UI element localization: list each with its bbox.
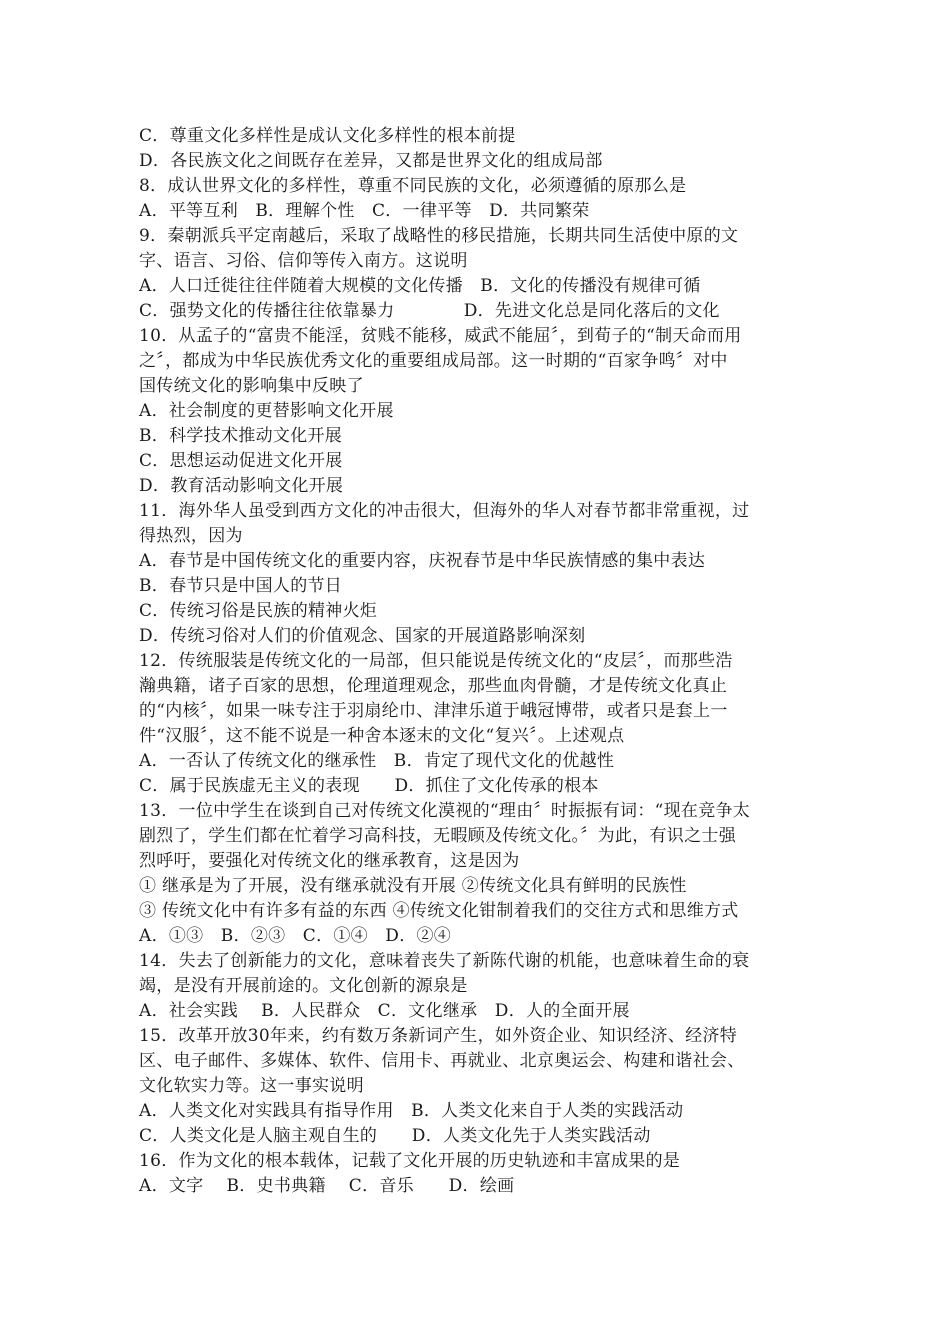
text-line: 之〞，都成为中华民族优秀文化的重要组成局部。这一时期的“百家争鸣〞对中	[139, 351, 728, 371]
text-line: A．平等互利 B．理解个性 C．一律平等 D．共同繁荣	[139, 201, 590, 221]
text-line: 件“汉服〞，这不能不说是一种舍本逐末的文化“复兴〞。上述观点	[139, 726, 625, 746]
document-body	[139, 124, 819, 1199]
text-line: 16．作为文化的根本载体，记载了文化开展的历史轨迹和丰富成果的是	[139, 1151, 681, 1171]
text-line: 瀚典籍，诸子百家的思想，伦理道理观念，那些血肉骨髓，才是传统文化真止	[139, 676, 728, 696]
text-line: 国传统文化的影响集中反映了	[139, 376, 364, 396]
text-line: 12．传统服装是传统文化的一局部，但只能说是传统文化的“皮层〞，而那些浩	[139, 651, 733, 671]
text-line: B．春节只是中国人的节日	[139, 576, 343, 596]
text-line: 竭，是没有开展前途的。文化创新的源泉是	[139, 976, 468, 996]
text-line: C．人类文化是人脑主观自生的 D．人类文化先于人类实践活动	[139, 1126, 651, 1146]
text-line: ③ 传统文化中有许多有益的东西 ④传统文化钳制着我们的交往方式和思维方式	[139, 901, 739, 921]
text-line: A．一否认了传统文化的继承性 B．肯定了现代文化的优越性	[139, 751, 615, 771]
text-line: 字、语言、习俗、信仰等传入南方。这说明	[139, 251, 468, 271]
text-line: 15．改革开放30年来，约有数万条新词产生，如外资企业、知识经济、经济特	[139, 1026, 738, 1046]
text-line: A．春节是中国传统文化的重要内容，庆祝春节是中华民族情感的集中表达	[139, 551, 706, 571]
text-line: C．属于民族虚无主义的表现 D．抓住了文化传承的根本	[139, 776, 599, 796]
text-line: 文化软实力等。这一事实说明	[139, 1076, 364, 1096]
text-line: 8．成认世界文化的多样性，尊重不同民族的文化，必须遵循的原那么是	[139, 176, 687, 196]
text-line: D．教育活动影响文化开展	[139, 476, 344, 496]
text-line: D．传统习俗对人们的价值观念、国家的开展道路影响深刻	[139, 626, 586, 646]
text-line: A．社会实践 B．人民群众 C．文化继承 D．人的全面开展	[139, 1001, 630, 1021]
text-line: C．传统习俗是民族的精神火炬	[139, 601, 378, 621]
text-line: 13．一位中学生在谈到自己对传统文化漠视的“理由〞时振振有词：“现在竞争太	[139, 801, 751, 821]
text-line: C．强势文化的传播往往依靠暴力 D．先进文化总是同化落后的文化	[139, 301, 720, 321]
text-line: 得热烈，因为	[139, 526, 243, 546]
text-line: 9．秦朝派兵平定南越后，采取了战略性的移民措施，长期共同生活使中原的文	[139, 226, 739, 246]
text-line: 烈呼吁，要强化对传统文化的继承教育，这是因为	[139, 851, 520, 871]
text-line: 10．从孟子的“富贵不能淫，贫贱不能移，威武不能屈〞，到荀子的“制天命而用	[139, 326, 742, 346]
text-line: B．科学技术推动文化开展	[139, 426, 343, 446]
text-line: A．社会制度的更替影响文化开展	[139, 401, 394, 421]
text-line: 11．海外华人虽受到西方文化的冲击很大，但海外的华人对春节都非常重视，过	[139, 501, 750, 521]
text-line: 区、电子邮件、多媒体、软件、信用卡、再就业、北京奥运会、构建和谐社会、	[139, 1051, 745, 1071]
text-line: A．文字 B．史书典籍 C．音乐 D．绘画	[139, 1176, 515, 1196]
text-line: D．各民族文化之间既存在差异，又都是世界文化的组成局部	[139, 151, 603, 171]
text-line: ① 继承是为了开展，没有继承就没有开展 ②传统文化具有鲜明的民族性	[139, 876, 687, 896]
text-line: C．尊重文化多样性是成认文化多样性的根本前提	[139, 126, 516, 146]
text-line: C．思想运动促进文化开展	[139, 451, 343, 471]
text-line: A．人口迁徙往往伴随着大规模的文化传播 B．文化的传播没有规律可循	[139, 276, 701, 296]
text-line: 剧烈了，学生们都在忙着学习高科技，无暇顾及传统文化。〞为此，有识之士强	[139, 826, 736, 846]
text-line: A．①③ B．②③ C．①④ D．②④	[139, 926, 452, 946]
text-line: 14．失去了创新能力的文化，意味着丧失了新陈代谢的机能，也意味着生命的衰	[139, 951, 750, 971]
text-line: 的“内核〞，如果一味专注于羽扇纶巾、津津乐道于峨冠博带，或者只是套上一	[139, 701, 728, 721]
text-line: A．人类文化对实践具有指导作用 B．人类文化来自于人类的实践活动	[139, 1101, 684, 1121]
